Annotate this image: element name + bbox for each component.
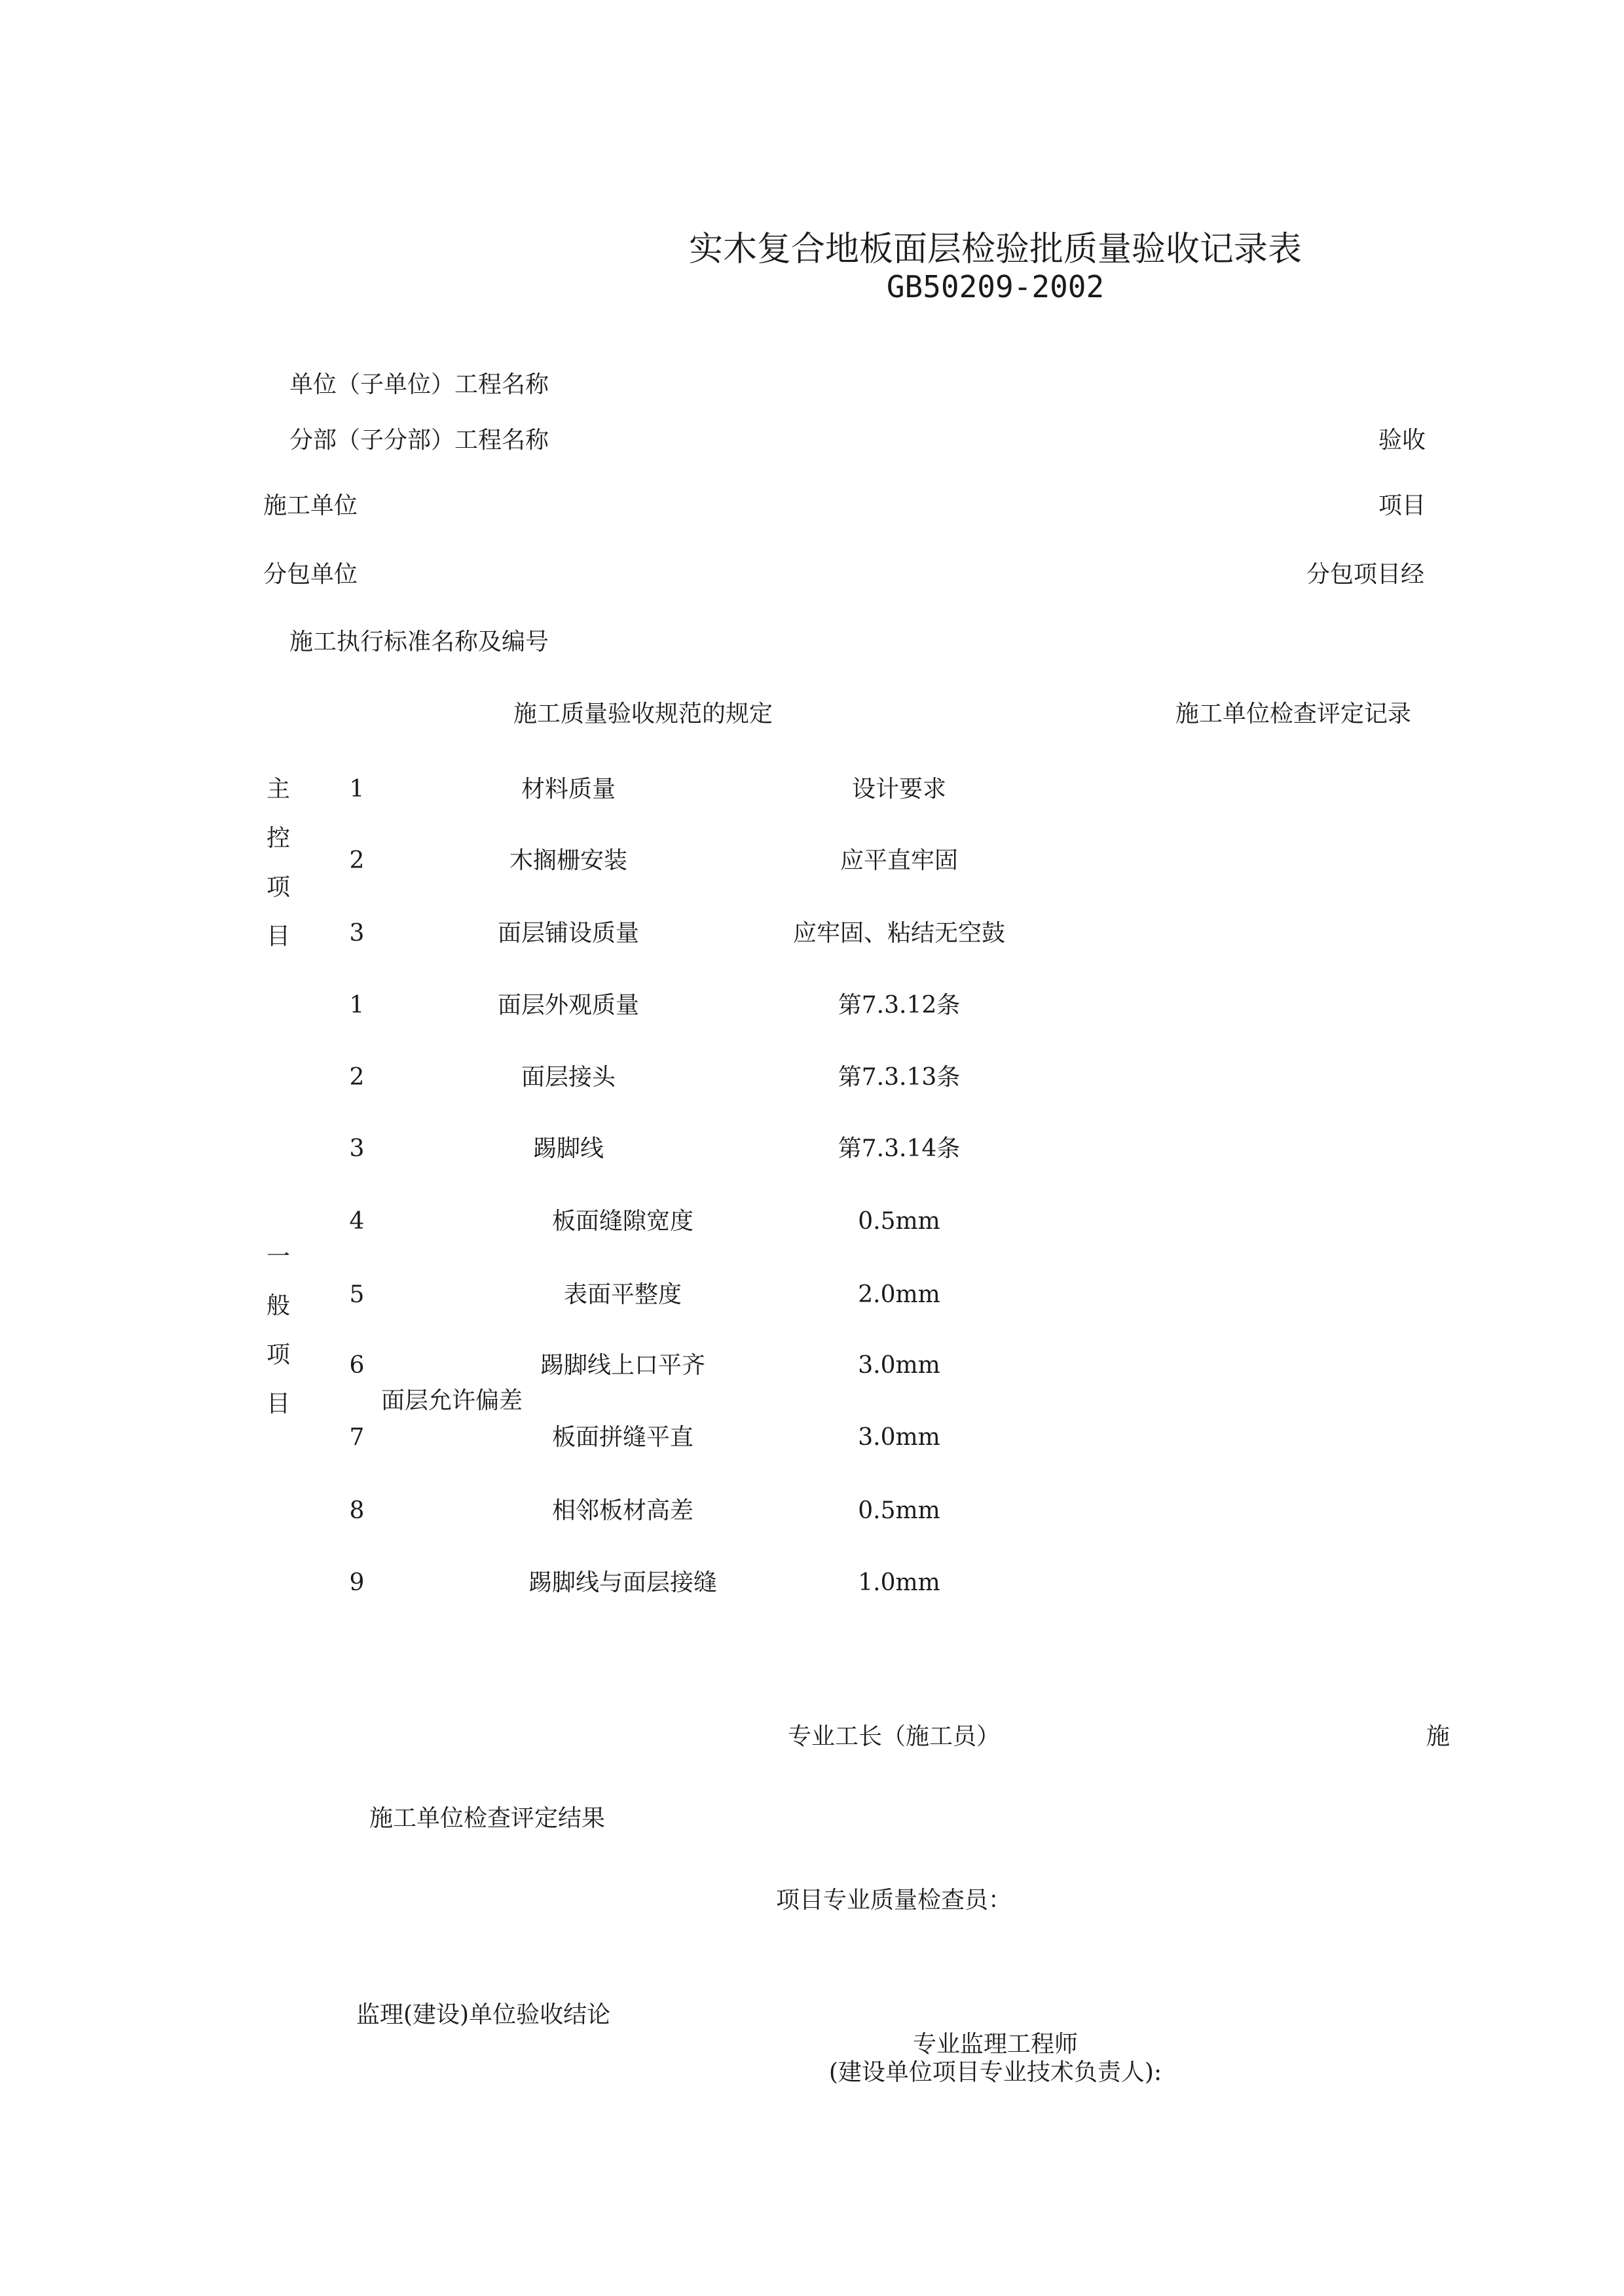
sub-project-label: 分部（子分部）工程名称: [289, 427, 549, 454]
main-item-name: 木搁栅安装: [509, 847, 628, 874]
main-control-label: [265, 765, 291, 961]
engineer-label: 专业监理工程师: [912, 2031, 1079, 2058]
general-item-name: 面层外观质量: [497, 992, 640, 1019]
general-item-requirement: 0.5mm: [858, 1497, 940, 1524]
deviation-label: 面层允许偏差: [381, 1387, 523, 1414]
general-item-requirement: 2.0mm: [858, 1281, 940, 1308]
project-label: 项目: [1378, 492, 1426, 519]
main-control-char: 目: [266, 923, 290, 950]
main-item-requirement: 应平直牢固: [840, 847, 959, 874]
main-control-char: 控: [266, 825, 290, 852]
supervision-label: 监理(建设)单位验收结论: [356, 2001, 611, 2028]
general-item-no: 3: [349, 1135, 365, 1162]
general-item-requirement: 3.0mm: [858, 1424, 940, 1451]
general-label: [265, 1232, 291, 1429]
general-item-requirement: 第7.3.12条: [838, 992, 961, 1019]
construction-unit-label: 施工单位: [263, 492, 358, 519]
general-item-requirement: 第7.3.14条: [838, 1135, 961, 1162]
general-item-no: 6: [349, 1352, 365, 1379]
general-item-no: 8: [349, 1497, 365, 1524]
acceptance-label: 验收: [1378, 427, 1426, 454]
general-item-name: 面层接头: [521, 1064, 616, 1091]
general-item-requirement: 0.5mm: [858, 1208, 940, 1235]
general-char: 般: [266, 1292, 290, 1319]
subcontract-unit-label: 分包单位: [263, 561, 358, 588]
inspector-label: 项目专业质量检查员：: [775, 1887, 1012, 1914]
main-item-requirement: 应牢固、粘结无空鼓: [792, 920, 1006, 947]
general-item-name: 踢脚线上口平齐: [540, 1352, 706, 1379]
general-item-requirement: 1.0mm: [858, 1569, 940, 1596]
spec-header: 施工质量验收规范的规定: [513, 701, 773, 727]
general-item-no: 7: [349, 1424, 365, 1451]
record-header: 施工单位检查评定记录: [1175, 701, 1412, 727]
general-item-requirement: 第7.3.13条: [838, 1064, 961, 1091]
unit-project-label: 单位（子单位）工程名称: [289, 371, 549, 398]
general-item-no: 5: [349, 1281, 365, 1308]
main-item-name: 材料质量: [521, 776, 616, 803]
standard-code: GB50209-2002: [886, 269, 1105, 304]
main-control-char: 主: [266, 776, 290, 803]
main-item-no: 2: [349, 847, 365, 874]
general-item-name: 表面平整度: [563, 1281, 682, 1308]
general-item-requirement: 3.0mm: [858, 1352, 940, 1379]
main-item-name: 面层铺设质量: [497, 920, 640, 947]
general-item-name: 踢脚线与面层接缝: [528, 1569, 718, 1596]
general-item-no: 2: [349, 1064, 365, 1091]
subcontract-manager-label: 分包项目经: [1306, 561, 1425, 588]
general-item-name: 相邻板材高差: [551, 1497, 694, 1524]
main-item-no: 3: [349, 920, 365, 947]
general-char: 目: [266, 1391, 290, 1417]
main-item-requirement: 设计要求: [851, 776, 947, 803]
general-item-no: 4: [349, 1208, 365, 1235]
engineer-sub-label: (建设单位项目专业技术负责人):: [828, 2059, 1162, 2086]
general-item-name: 板面拼缝平直: [551, 1424, 694, 1451]
foreman-extra-label: 施: [1426, 1723, 1450, 1750]
general-item-no: 9: [349, 1569, 365, 1596]
general-char: 项: [266, 1341, 290, 1368]
general-item-name: 踢脚线: [532, 1135, 604, 1162]
page-title: 实木复合地板面层检验批质量验收记录表: [688, 230, 1302, 269]
general-item-no: 1: [349, 992, 365, 1019]
general-item-name: 板面缝隙宽度: [551, 1208, 694, 1235]
main-item-no: 1: [349, 776, 365, 803]
general-char: 一: [266, 1243, 290, 1270]
foreman-label: 专业工长（施工员）: [787, 1723, 1001, 1750]
main-control-char: 项: [266, 874, 290, 901]
standard-name-label: 施工执行标准名称及编号: [289, 629, 549, 655]
result-label: 施工单位检查评定结果: [369, 1805, 606, 1832]
